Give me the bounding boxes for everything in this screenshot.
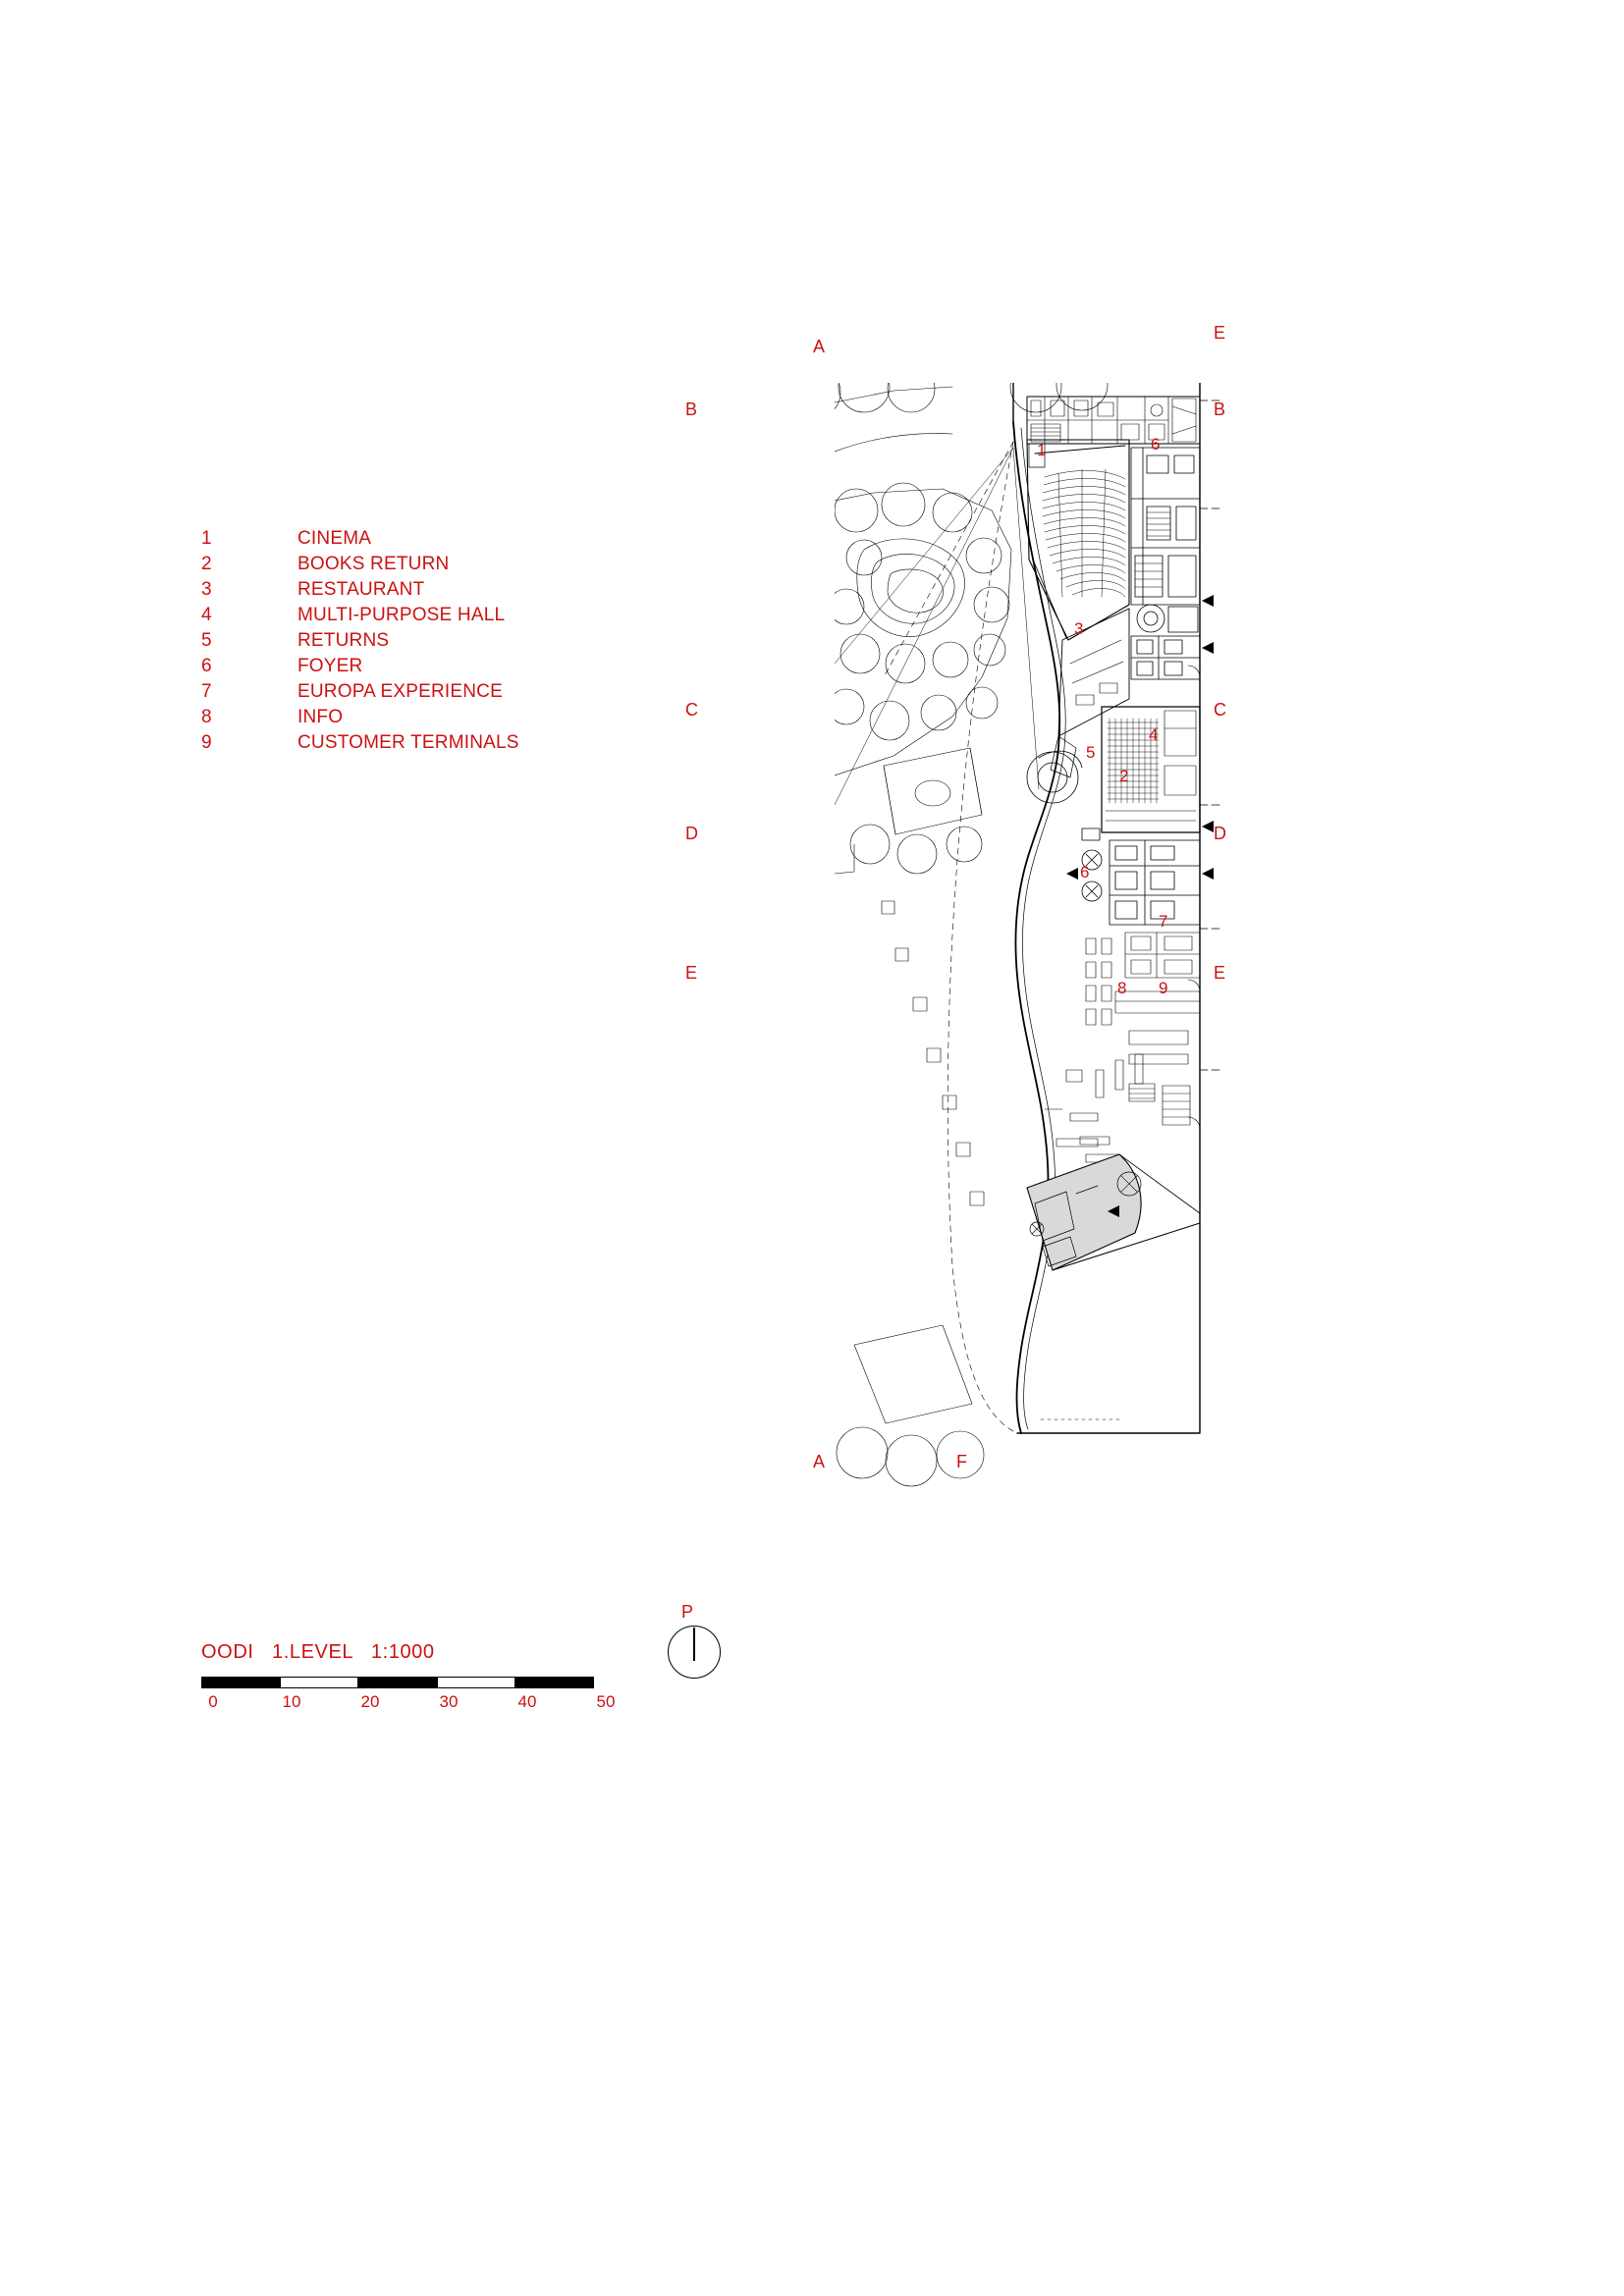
south-exterior bbox=[837, 1325, 1200, 1486]
legend-item-number: 5 bbox=[201, 630, 212, 651]
scale-bar bbox=[201, 1677, 594, 1688]
floor-plan-svg bbox=[835, 383, 1443, 1777]
grid-label-B-left: B bbox=[685, 400, 698, 419]
legend-item-number: 9 bbox=[201, 732, 212, 753]
room-number-returns: 5 bbox=[1086, 743, 1096, 762]
grid-label-B-right: B bbox=[1214, 400, 1226, 419]
north-arrow-label: P bbox=[681, 1602, 694, 1622]
room-number-info: 8 bbox=[1117, 979, 1127, 997]
scale-tick: 20 bbox=[360, 1692, 380, 1711]
plaza-paving bbox=[882, 901, 984, 1205]
grid-label-C-left: C bbox=[685, 700, 698, 720]
tree-row-north bbox=[1010, 383, 1108, 412]
legend-item-label: FOYER bbox=[298, 656, 363, 676]
scale-bar-ticks bbox=[193, 1692, 616, 1714]
legend-item-label: CINEMA bbox=[298, 528, 372, 549]
room-number-books-return: 2 bbox=[1119, 767, 1129, 785]
page-title: OODI 1.LEVEL 1:1000 bbox=[201, 1641, 435, 1663]
legend-item bbox=[201, 732, 673, 758]
legend-item-number: 6 bbox=[201, 656, 212, 676]
grid-label-F-bottom: F bbox=[956, 1452, 967, 1471]
legend-item-number: 2 bbox=[201, 554, 212, 574]
legend bbox=[201, 528, 673, 758]
legend-item-number: 1 bbox=[201, 528, 212, 549]
building-envelope bbox=[1013, 383, 1200, 1433]
grid-label-E-right: E bbox=[1214, 963, 1226, 983]
view-cone bbox=[835, 448, 1039, 805]
scale-tick: 50 bbox=[596, 1692, 616, 1711]
floor-plan-drawing bbox=[685, 323, 1443, 1777]
grid-label-A-bottom: A bbox=[813, 1452, 826, 1471]
scale-tick: 10 bbox=[282, 1692, 301, 1711]
legend-item bbox=[201, 656, 673, 681]
sight-lines bbox=[884, 442, 1013, 1431]
scale-tick: 30 bbox=[439, 1692, 459, 1711]
room-number-foyer-south: 6 bbox=[1080, 863, 1090, 881]
south-foyer-furniture bbox=[1045, 933, 1200, 1162]
room-number-multipurpose-hall: 4 bbox=[1149, 725, 1159, 744]
legend-item-label: RETURNS bbox=[298, 630, 390, 651]
legend-item bbox=[201, 579, 673, 605]
grid-label-D-right: D bbox=[1214, 824, 1226, 843]
west-facade-inner bbox=[1021, 428, 1065, 1429]
legend-item bbox=[201, 630, 673, 656]
north-arrow-needle bbox=[693, 1628, 695, 1661]
room-number-europa-experience: 7 bbox=[1159, 912, 1168, 931]
legend-item-number: 3 bbox=[201, 579, 212, 600]
room-number-cinema: 1 bbox=[1037, 441, 1047, 459]
room-number-restaurant: 3 bbox=[1074, 619, 1084, 638]
legend-item-number: 7 bbox=[201, 681, 212, 702]
north-arrow bbox=[660, 1602, 729, 1686]
grid-label-E-top: E bbox=[1214, 323, 1226, 343]
legend-item-label: BOOKS RETURN bbox=[298, 554, 450, 574]
room-number-foyer-north: 6 bbox=[1151, 435, 1161, 454]
legend-item-label: CUSTOMER TERMINALS bbox=[298, 732, 519, 753]
legend-item bbox=[201, 554, 673, 579]
room-number-customer-terminals: 9 bbox=[1159, 979, 1168, 997]
grid-label-C-right: C bbox=[1214, 700, 1226, 720]
scale-tick: 0 bbox=[208, 1692, 218, 1711]
legend-item-label: MULTI-PURPOSE HALL bbox=[298, 605, 506, 625]
north-service-block bbox=[1027, 397, 1200, 444]
scale-tick: 40 bbox=[517, 1692, 537, 1711]
legend-item bbox=[201, 681, 673, 707]
legend-item-label: RESTAURANT bbox=[298, 579, 425, 600]
cinema-zone bbox=[1027, 440, 1129, 640]
section-markers bbox=[1066, 595, 1214, 1217]
grid-label-E-left: E bbox=[685, 963, 698, 983]
legend-item-label: INFO bbox=[298, 707, 344, 727]
legend-item bbox=[201, 605, 673, 630]
legend-item-label: EUROPA EXPERIENCE bbox=[298, 681, 503, 702]
grid-label-A-top: A bbox=[813, 337, 826, 356]
door-swings bbox=[1188, 666, 1200, 1129]
legend-item-number: 8 bbox=[201, 707, 212, 727]
title-block bbox=[201, 1641, 616, 1711]
grid-label-D-left: D bbox=[685, 824, 698, 843]
east-service-spine bbox=[1131, 448, 1200, 679]
legend-item bbox=[201, 707, 673, 732]
legend-item bbox=[201, 528, 673, 554]
legend-item-number: 4 bbox=[201, 605, 212, 625]
